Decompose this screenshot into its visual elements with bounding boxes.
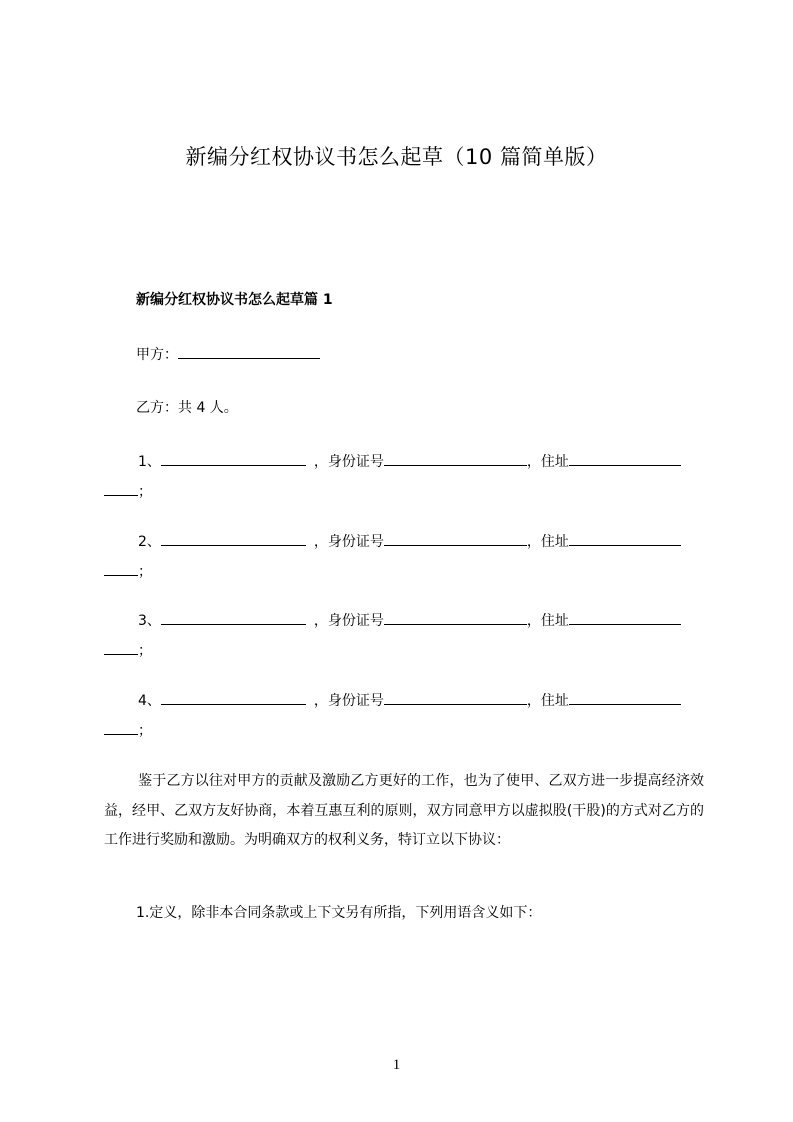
- id-blank: [384, 610, 527, 625]
- preamble-text: 鉴于乙方以往对甲方的贡献及激励乙方更好的工作，也为了使甲、乙双方进一步提高经济效益，经甲、乙双方友好协商，本着互惠互利的原则，双方同意甲方以虚拟股(干股)的方式对乙方的工作进行奖励和激励。为明确双方的权利义务，特订立以下协议：: [104, 773, 704, 848]
- entry-end: ；: [138, 643, 152, 659]
- address-blank: [569, 531, 681, 546]
- party-a-blank: [178, 344, 320, 359]
- name-blank: [161, 610, 306, 625]
- entry-end: ；: [138, 723, 152, 739]
- address-blank-continued: [104, 481, 138, 496]
- entry-4-row: [138, 690, 681, 711]
- id-blank: [384, 690, 527, 705]
- party-a-label: 甲方：: [136, 347, 178, 363]
- id-label: ，身份证号: [313, 693, 384, 709]
- address-label: ，住址: [526, 534, 569, 550]
- address-blank: [569, 610, 681, 625]
- address-blank-continued: [104, 720, 138, 735]
- address-blank-continued: [104, 640, 138, 655]
- address-blank: [569, 690, 681, 705]
- entry-end: ；: [138, 484, 152, 500]
- agreement-preamble: [104, 767, 704, 856]
- id-blank: [384, 531, 527, 546]
- page-number: 1: [392, 1057, 401, 1073]
- address-blank: [569, 451, 681, 466]
- entry-number: 4、: [138, 693, 161, 709]
- entry-end: ；: [138, 564, 152, 580]
- document-title: 新编分红权协议书怎么起草（10 篇简单版）: [185, 145, 608, 169]
- entry-3-row-continued: [104, 640, 152, 661]
- entry-number: 3、: [138, 613, 161, 629]
- id-label: ，身份证号: [313, 454, 384, 470]
- address-label: ，住址: [526, 613, 569, 629]
- id-label: ，身份证号: [313, 613, 384, 629]
- definition-clause: 1.定义，除非本合同条款或上下文另有所指，下列用语含义如下：: [136, 905, 542, 921]
- entry-3-row: [138, 610, 681, 631]
- address-label: ，住址: [526, 454, 569, 470]
- id-label: ，身份证号: [313, 534, 384, 550]
- entry-number: 2、: [138, 534, 161, 550]
- id-blank: [384, 451, 527, 466]
- entry-1-row: [138, 451, 681, 472]
- name-blank: [161, 690, 306, 705]
- section-heading: 新编分红权协议书怎么起草篇 1: [136, 292, 333, 308]
- entry-1-row-continued: [104, 481, 152, 502]
- entry-4-row-continued: [104, 720, 152, 741]
- address-label: ，住址: [526, 693, 569, 709]
- party-b-line: 乙方：共 4 人。: [136, 400, 238, 416]
- entry-number: 1、: [138, 454, 161, 470]
- name-blank: [161, 451, 306, 466]
- entry-2-row-continued: [104, 561, 152, 582]
- party-a-line: [136, 344, 320, 365]
- entry-2-row: [138, 531, 681, 552]
- address-blank-continued: [104, 561, 138, 576]
- name-blank: [161, 531, 306, 546]
